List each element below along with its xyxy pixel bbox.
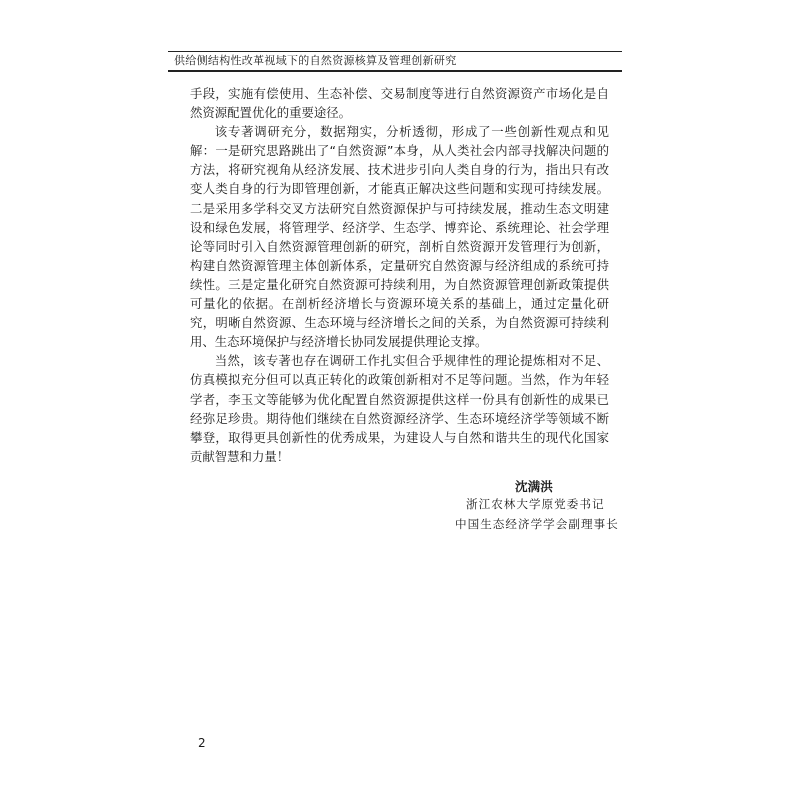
foreword-body bbox=[190, 84, 609, 466]
paragraph-evaluation: 当然，该专著也存在调研工作扎实但合乎规律性的理论提炼相对不足、仿真模拟充分但可以真正转化的政策创新相对不足等问题。当然，作为年轻学者，李玉文等能够为优化配置自然资源提供这样一份具有创新性的成果已经弥足珍贵。期待他们继续在自然资源经济学、生态环境经济学等领域不断攀登，取得更具创新性的优秀成果，为建设人与自然和谐共生的现代化国家贡献智慧和力量！ bbox=[190, 353, 609, 464]
signature-title-1: 浙江农林大学原党委书记 bbox=[466, 497, 605, 511]
signature-name: 沈满洪 bbox=[515, 479, 553, 494]
running-header bbox=[168, 51, 622, 72]
page-number: 2 bbox=[198, 736, 206, 750]
signature-title-2: 中国生态经济学学会副理事长 bbox=[455, 517, 619, 531]
book-title-header: 供给侧结构性改革视域下的自然资源核算及管理创新研究 bbox=[174, 54, 457, 67]
paragraph-continuation: 手段，实施有偿使用、生态补偿、交易制度等进行自然资源资产市场化是自然资源配置优化的重要途径。 bbox=[190, 86, 609, 121]
paragraph-findings: 该专著调研充分，数据翔实，分析透彻，形成了一些创新性观点和见解：一是研究思路跳出了“自然资源”本身，从人类社会内部寻找解决问题的方法，将研究视角从经济发展、技术进步引向人类自身的行为，指出只有改变人类自身的行为即管理创新，才能真正解决这些问题和实现可持续发展。二是采用多学科交叉方法研究自然资源保护与可持续发展，推动生态文明建设和绿色发展，将管理学、经济学、生态学、博弈论、系统理论、社会学理论等同时引入自然资源管理创新的研究，剖析自然资源开发管理行为创新，构建自然资源管理主体创新体系，定量研究自然资源与经济组成的系统可持续性。三是定量化研究自然资源可持续利用，为自然资源管理创新政策提供可量化的依据。在剖析经济增长与资源环境关系的基础上，通过定量化研究，明晰自然资源、生态环境与经济增长之间的关系，为自然资源可持续利用、生态环境保护与经济增长协同发展提供理论支撑。 bbox=[190, 124, 609, 350]
